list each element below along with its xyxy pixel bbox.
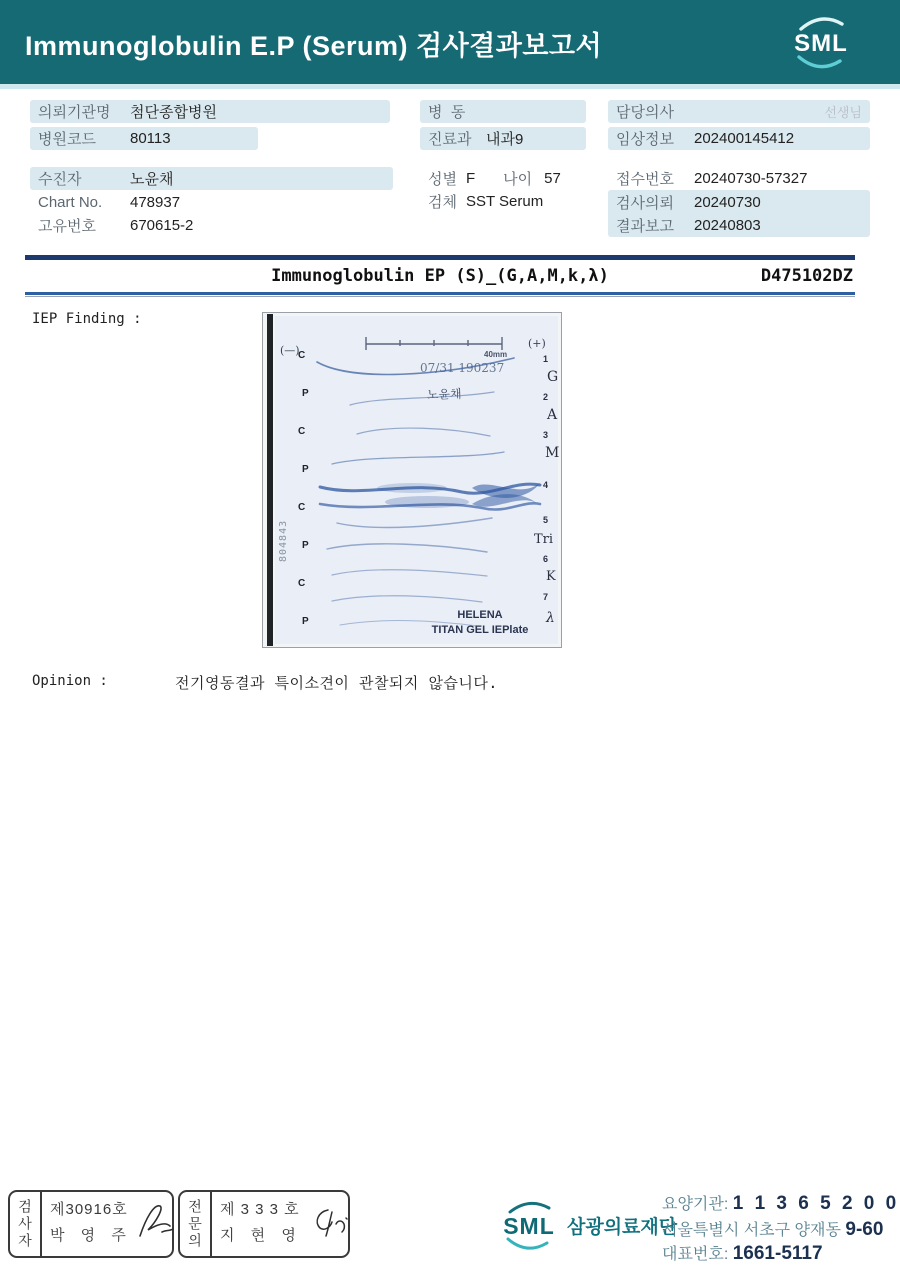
field-chart-no [30, 191, 393, 214]
field-age-value: 57 [544, 170, 561, 187]
svg-text:A: A [547, 407, 558, 423]
footer-care-value: 1 1 3 6 5 2 0 0 [732, 1193, 900, 1214]
svg-text:5: 5 [543, 515, 549, 525]
field-sex-age [420, 167, 636, 190]
field-specimen-label: 검체 [428, 194, 457, 211]
field-receipt-label: 접수번호 [616, 171, 674, 188]
field-ward-label: 병 동 [428, 104, 466, 121]
field-patient-value: 노윤채 [130, 171, 174, 188]
footer-phone-value: 1661-5117 [732, 1243, 823, 1264]
gel-scale-label: 40mm [484, 350, 508, 359]
svg-text:1: 1 [543, 354, 549, 364]
gel-datetime: 07/31 190237 [420, 361, 505, 375]
field-specimen-value: SST Serum [465, 193, 544, 210]
field-dept-value: 내과9 [486, 131, 524, 148]
specialist-signature-icon [308, 1202, 350, 1244]
specialist-stamp [178, 1190, 350, 1258]
field-request-date-label: 검사의뢰 [616, 195, 674, 212]
field-doctor-label: 담당의사 [616, 104, 674, 121]
field-clinical [608, 127, 870, 150]
specialist-role: 전문의 [180, 1192, 212, 1256]
gel-plate [275, 316, 558, 644]
svg-text:C: C [298, 350, 306, 361]
opinion-label: Opinion : [32, 673, 108, 689]
gel-minus-pole: (—) [280, 344, 300, 357]
footer-org-name: 삼광의료재단 [567, 1217, 678, 1238]
field-report-date-value: 20240803 [694, 217, 761, 234]
footer-care-line [662, 1191, 899, 1215]
field-ward [420, 100, 586, 123]
svg-text:P: P [302, 540, 309, 551]
svg-text:λ: λ [546, 610, 555, 626]
svg-text:C: C [298, 502, 306, 513]
field-patient-label: 수진자 [38, 171, 82, 188]
test-code: D475102DZ [760, 266, 853, 286]
section-top-rule [25, 255, 855, 260]
report-title: Immunoglobulin E.P (Serum) 검사결과보고서 [25, 31, 603, 61]
opinion-text: 전기영동결과 특이소견이 관찰되지 않습니다. [175, 674, 498, 692]
section-bottom-rule-thin [25, 296, 855, 297]
svg-text:C: C [298, 426, 306, 437]
field-receipt-value: 20240730-57327 [694, 170, 808, 187]
specialist-cert-no: 제 3 3 3 호 [220, 1201, 300, 1218]
gel-serial: 804843 [278, 519, 289, 562]
field-org-label: 의뢰기관명 [38, 104, 111, 121]
svg-text:K: K [546, 569, 556, 584]
svg-text:P: P [302, 464, 309, 475]
svg-text:6: 6 [543, 554, 549, 564]
field-patient [30, 167, 393, 190]
field-doctor-hint: 선생님 [824, 105, 862, 120]
field-hospital-code-label: 병원코드 [38, 131, 96, 148]
field-dept-label: 진료과 [428, 131, 472, 148]
field-unique-no-value: 670615-2 [130, 217, 194, 234]
field-sex-value: F [465, 170, 476, 187]
report-header [0, 0, 900, 84]
field-receipt [608, 167, 870, 190]
field-clinical-label: 임상정보 [616, 131, 674, 148]
field-chart-no-label: Chart No. [38, 194, 103, 211]
footer-phone-line [662, 1241, 823, 1265]
field-request-date [608, 191, 870, 214]
field-dept [420, 127, 586, 150]
footer-care-label: 요양기관: [662, 1196, 729, 1213]
footer-address-no: 9-60 [845, 1219, 884, 1240]
svg-text:C: C [298, 578, 306, 589]
gel-plus-pole: (+) [528, 337, 546, 350]
iep-finding-label: IEP Finding : [32, 311, 142, 327]
header-underline [0, 84, 900, 89]
gel-patient-name: 노윤채 [426, 386, 462, 402]
field-org-value: 첨단종합병원 [130, 104, 217, 121]
field-age-label: 나이 [503, 171, 533, 188]
gel-brand-line2: TITAN GEL IEPlate [431, 624, 529, 636]
examiner-role: 검사자 [10, 1192, 42, 1256]
svg-text:Tri: Tri [534, 532, 554, 547]
gel-brand-line1: HELENA [457, 609, 503, 621]
svg-text:3: 3 [543, 430, 549, 440]
field-clinical-value: 202400145412 [694, 130, 795, 147]
examiner-name: 박 영 주 [50, 1227, 132, 1244]
field-request-date-value: 20240730 [694, 194, 761, 211]
sml-logo-icon [788, 10, 854, 74]
gel-scan-edge [267, 314, 273, 646]
field-unique-no [30, 214, 393, 237]
specialist-name: 지 현 영 [220, 1227, 302, 1244]
section-titlebar [25, 263, 855, 290]
field-chart-no-value: 478937 [130, 194, 181, 211]
iep-gel-image [262, 312, 562, 648]
svg-text:P: P [302, 388, 309, 399]
footer-phone-label: 대표번호: [662, 1246, 729, 1263]
field-doctor [608, 100, 870, 123]
field-hospital-code [30, 127, 258, 150]
field-hospital-code-value: 80113 [130, 130, 171, 147]
field-org [30, 100, 390, 123]
field-specimen [420, 190, 636, 213]
svg-text:4: 4 [543, 480, 549, 490]
field-report-date [608, 214, 870, 237]
field-report-date-label: 결과보고 [616, 218, 674, 235]
examiner-signature-icon [132, 1200, 176, 1244]
section-bottom-rule [25, 292, 855, 295]
test-name: Immunoglobulin EP (S)_(G,A,M,k,λ) [271, 266, 609, 286]
svg-text:SML: SML [794, 30, 848, 57]
footer-address-line [662, 1217, 883, 1241]
footer-address: 서울특별시 서초구 양재동 [662, 1222, 841, 1239]
svg-text:2: 2 [543, 392, 549, 402]
field-unique-no-label: 고유번호 [38, 218, 96, 235]
svg-text:SML: SML [503, 1213, 555, 1239]
svg-text:P: P [302, 616, 309, 627]
examiner-cert-no: 제30916호 [50, 1201, 128, 1218]
svg-text:G: G [547, 369, 559, 385]
svg-text:M: M [545, 445, 560, 461]
examiner-stamp [8, 1190, 174, 1258]
field-sex-label: 성별 [428, 171, 457, 188]
svg-text:7: 7 [543, 592, 549, 602]
footer-sml-logo-icon [498, 1196, 562, 1254]
